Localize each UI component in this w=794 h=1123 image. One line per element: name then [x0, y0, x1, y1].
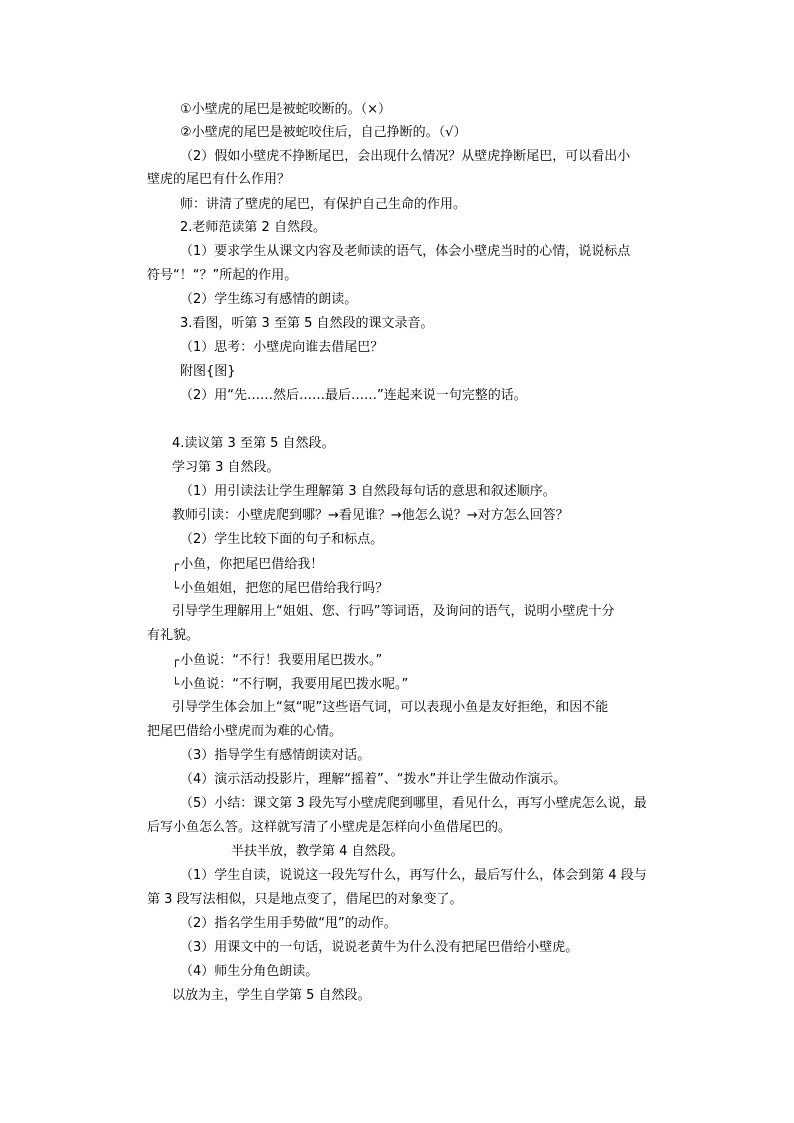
compare-sentence: └小鱼姐姐，把您的尾巴借给我行吗？ — [172, 581, 389, 596]
text-line: （2）用“先……然后……最后……”连起来说一句完整的话。 — [180, 388, 527, 403]
text-line: （2）学生比较下面的句子和标点。 — [180, 532, 384, 547]
text-line: ②小壁虎的尾巴是被蛇咬住后，自己挣断的。（√） — [180, 125, 467, 140]
text-line: （4）演示活动投影片，理解“摇着”、“拨水”并让学生做动作演示。 — [180, 772, 567, 787]
text-line: 学习第 3 自然段。 — [172, 460, 280, 475]
bracket-bottom-icon: └ — [172, 677, 180, 691]
text-line: 有礼貌。 — [147, 628, 200, 643]
text-line: （1）用引读法让学生理解第 3 自然段每句话的意思和叙述顺序。 — [180, 484, 556, 499]
text-line: 以放为主，学生自学第 5 自然段。 — [172, 988, 371, 1003]
text-line: 引导学生体会加上“氦“呢”这些语气词，可以表现小鱼是友好拒绝，和因不能 — [172, 700, 609, 715]
section-heading: 半扶半放，教学第 4 自然段。 — [231, 844, 404, 859]
text-line: 师：讲清了壁虎的尾巴，有保护自己生命的作用。 — [180, 197, 467, 212]
text-line: （3）用课文中的一句话，说说老黄牛为什么没有把尾巴借给小壁虎。 — [180, 940, 579, 955]
text-line: 教师引读：小壁虎爬到哪？→看见谁？→他怎么说？→对方怎么回答？ — [172, 508, 569, 523]
text-line: 把尾巴借给小壁虎而为难的心情。 — [147, 724, 343, 739]
text-line: （1）思考：小壁虎向谁去借尾巴？ — [180, 340, 384, 355]
text-line: 后写小鱼怎么答。这样就写清了小壁虎是怎样向小鱼借尾巴的。 — [147, 820, 512, 835]
text-line: 3.看图，听第 3 至第 5 自然段的课文录音。 — [180, 316, 434, 331]
bracket-top-icon: ┌ — [172, 653, 180, 667]
text-line: （2）指名学生用手势做“甩”的动作。 — [180, 916, 397, 931]
bracket-top-icon: ┌ — [172, 557, 180, 571]
text-line: 附图{图} — [180, 364, 236, 379]
text-line: ①小壁虎的尾巴是被蛇咬断的。（×） — [180, 102, 392, 117]
text-line: 壁虎的尾巴有什么作用？ — [147, 172, 291, 187]
section-heading: 4.读议第 3 至第 5 自然段。 — [172, 436, 335, 451]
compare-sentence: ┌小鱼，你把尾巴借给我！ — [172, 557, 324, 572]
text-line: （4）师生分角色朗读。 — [180, 964, 319, 979]
text-line: （3）指导学生有感情朗读对话。 — [180, 748, 371, 763]
text-line: 符号“！“？”所起的作用。 — [147, 268, 298, 283]
text-line: 2.老师范读第 2 自然段。 — [180, 220, 326, 235]
text-line: 第 3 段写法相似，只是地点变了，借尾巴的对象变了。 — [147, 892, 463, 907]
text-line: 引导学生理解用上“姐姐、您、行吗”等词语，及询问的语气，说明小壁虎十分 — [172, 604, 615, 619]
compare-sentence: └小鱼说：“不行啊，我要用尾巴拨水呢。” — [172, 677, 409, 692]
text-line: （1）要求学生从课文内容及老师读的语气，体会小壁虎当时的心情，说说标点 — [180, 244, 631, 259]
bracket-bottom-icon: └ — [172, 581, 180, 595]
compare-sentence: ┌小鱼说：“不行！我要用尾巴拨水。” — [172, 653, 383, 668]
text-line: （1）学生自读，说说这一段先写什么，再写什么，最后写什么，体会到第 4 段与 — [180, 868, 647, 883]
text-line: （5）小结：课文第 3 段先写小壁虎爬到哪里，看见什么，再写小壁虎怎么说，最 — [180, 796, 647, 811]
text-line: （2）假如小壁虎不挣断尾巴，会出现什么情况？从壁虎挣断尾巴，可以看出小 — [180, 149, 631, 164]
text-line: （2）学生练习有感情的朗读。 — [180, 292, 358, 307]
